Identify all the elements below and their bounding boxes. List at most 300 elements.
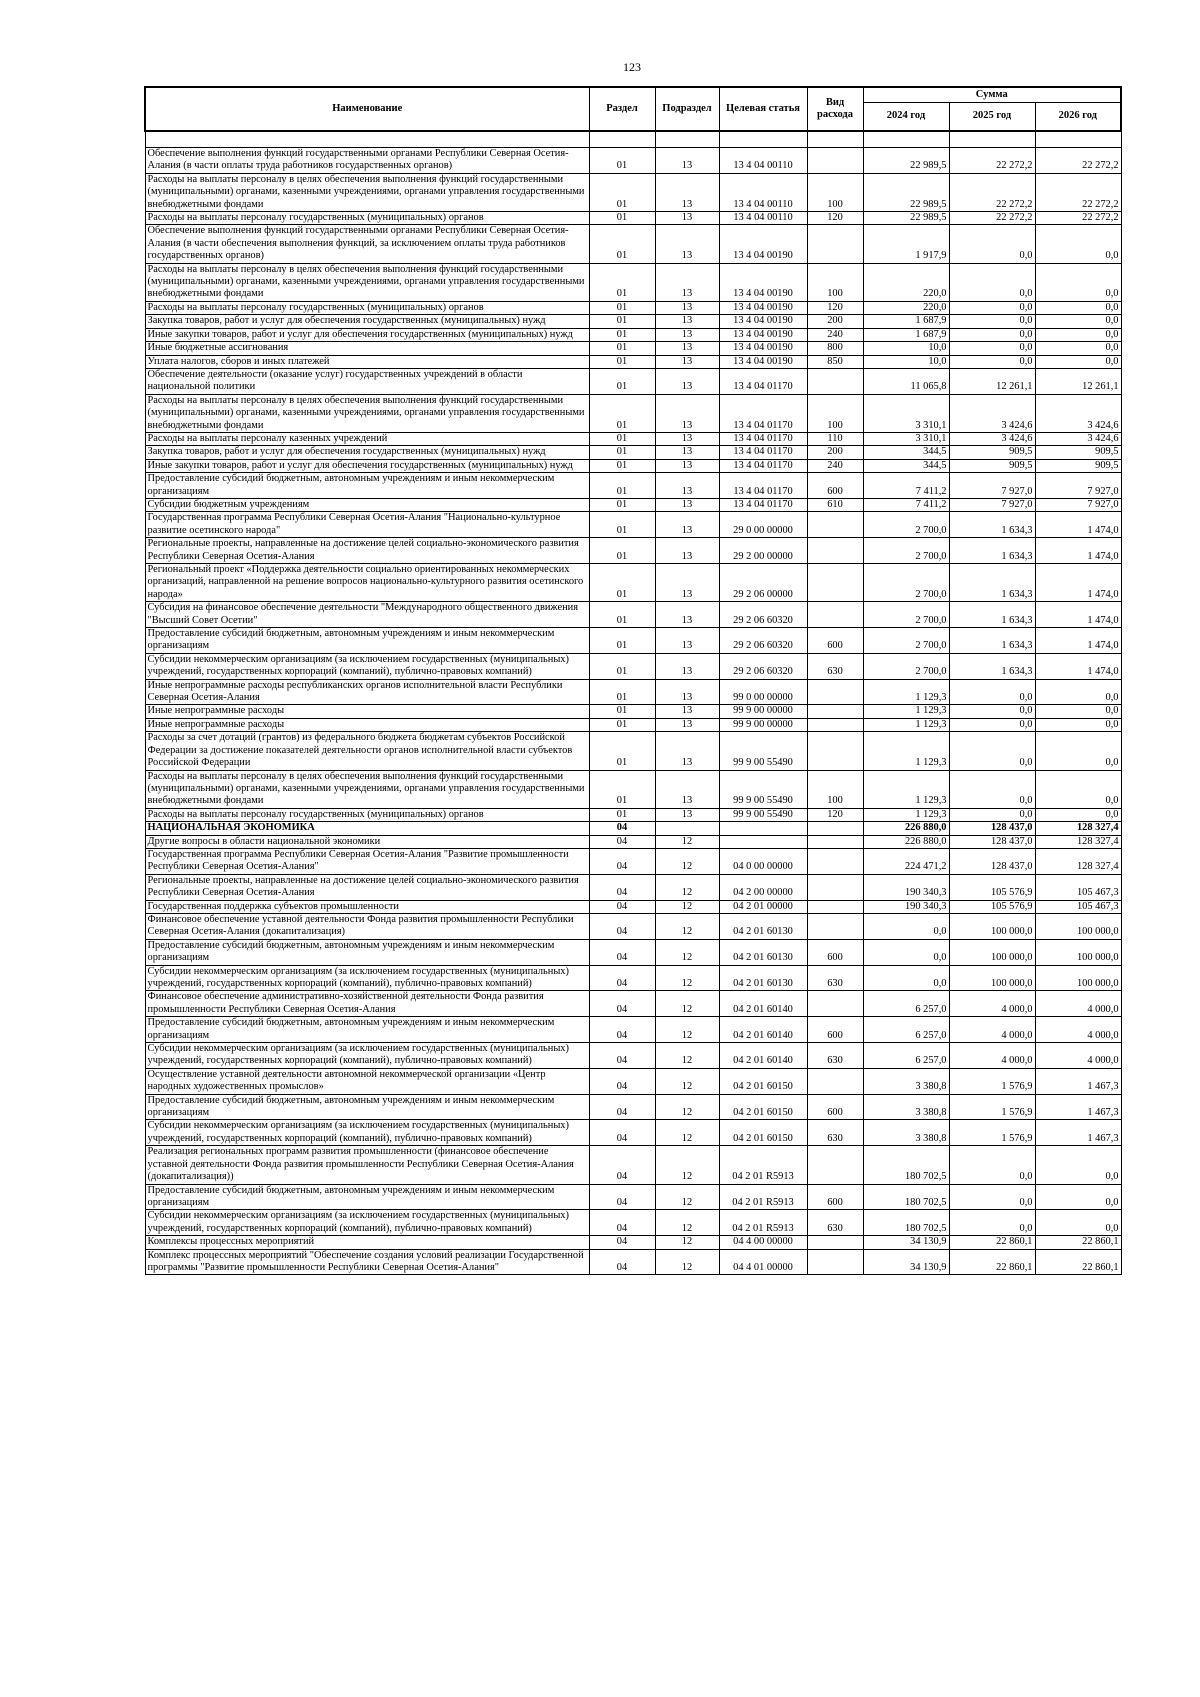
cell-name: Предоставление субсидий бюджетным, автономным учреждениям и иным некоммерческим организациям <box>145 1094 589 1120</box>
cell-name: Комплексы процессных мероприятий <box>145 1236 589 1249</box>
cell-2024: 2 700,0 <box>863 602 949 628</box>
cell-expense-type <box>807 1146 863 1184</box>
cell-target: 13 4 04 01170 <box>719 446 807 459</box>
cell-target: 13 4 04 01170 <box>719 459 807 472</box>
table-row <box>145 498 1121 511</box>
cell-2025: 4 000,0 <box>949 1043 1035 1069</box>
header-name: Наименование <box>145 87 589 131</box>
cell-2026: 0,0 <box>1035 225 1121 263</box>
cell-target: 29 2 06 00000 <box>719 564 807 602</box>
cell-subsection: 13 <box>655 473 719 499</box>
table-row <box>145 1120 1121 1146</box>
cell-section: 01 <box>589 564 655 602</box>
cell-subsection: 12 <box>655 1094 719 1120</box>
header-year-2026: 2026 год <box>1035 103 1121 132</box>
cell-name: Расходы на выплаты персоналу казенных учреждений <box>145 432 589 445</box>
cell-subsection: 12 <box>655 1236 719 1249</box>
cell-2025: 128 437,0 <box>949 848 1035 874</box>
cell-2025: 105 576,9 <box>949 900 1035 913</box>
cell-target: 99 0 00 00000 <box>719 679 807 705</box>
cell-2024: 1 129,3 <box>863 808 949 821</box>
cell-expense-type <box>807 913 863 939</box>
cell-section: 01 <box>589 602 655 628</box>
cell-section: 04 <box>589 939 655 965</box>
header-subsection: Подраздел <box>655 87 719 131</box>
cell-target: 13 4 04 00110 <box>719 212 807 225</box>
cell-target: 29 2 06 60320 <box>719 602 807 628</box>
table-row <box>145 1210 1121 1236</box>
cell-subsection: 13 <box>655 328 719 341</box>
cell-target: 04 2 00 00000 <box>719 874 807 900</box>
cell-section: 01 <box>589 432 655 445</box>
cell-section: 04 <box>589 1017 655 1043</box>
cell-2026: 105 467,3 <box>1035 874 1121 900</box>
cell-name: Субсидии некоммерческим организациям (за исключением государственных (муниципальных) учреждений, государственных корпораций (компаний), публично-правовых компаний) <box>145 1120 589 1146</box>
cell-section: 01 <box>589 342 655 355</box>
cell-2026: 1 474,0 <box>1035 512 1121 538</box>
cell-subsection: 12 <box>655 848 719 874</box>
table-row <box>145 808 1121 821</box>
cell-expense-type: 200 <box>807 446 863 459</box>
cell-name: Субсидии некоммерческим организациям (за исключением государственных (муниципальных) учреждений, государственных корпораций (компаний), публично-правовых компаний) <box>145 653 589 679</box>
cell-expense-type: 600 <box>807 1017 863 1043</box>
cell-target: 04 2 01 60150 <box>719 1120 807 1146</box>
cell-expense-type: 600 <box>807 939 863 965</box>
cell-section: 04 <box>589 822 655 835</box>
cell-section: 04 <box>589 991 655 1017</box>
cell-2025: 12 261,1 <box>949 368 1035 394</box>
cell-2025: 105 576,9 <box>949 874 1035 900</box>
cell-expense-type: 600 <box>807 1184 863 1210</box>
cell-subsection: 13 <box>655 342 719 355</box>
cell-expense-type <box>807 718 863 731</box>
header-year-2024: 2024 год <box>863 103 949 132</box>
cell-2024: 226 880,0 <box>863 822 949 835</box>
cell-section: 01 <box>589 770 655 808</box>
cell-target: 13 4 04 01170 <box>719 498 807 511</box>
cell-name: Иные бюджетные ассигнования <box>145 342 589 355</box>
cell-section: 01 <box>589 355 655 368</box>
cell-2026: 3 424,6 <box>1035 432 1121 445</box>
table-header <box>145 87 1121 131</box>
cell-2024: 7 411,2 <box>863 473 949 499</box>
table-row <box>145 1068 1121 1094</box>
cell-expense-type: 120 <box>807 212 863 225</box>
cell-section: 01 <box>589 718 655 731</box>
cell-2026: 0,0 <box>1035 705 1121 718</box>
cell-2024: 34 130,9 <box>863 1249 949 1275</box>
cell-target: 04 2 01 60130 <box>719 965 807 991</box>
cell-subsection: 13 <box>655 679 719 705</box>
cell-expense-type <box>807 991 863 1017</box>
cell-2026: 22 272,2 <box>1035 148 1121 174</box>
table-row <box>145 1043 1121 1069</box>
table-row <box>145 874 1121 900</box>
cell-section: 01 <box>589 498 655 511</box>
table-row <box>145 328 1121 341</box>
cell-2025: 4 000,0 <box>949 1017 1035 1043</box>
table-row <box>145 212 1121 225</box>
cell-name: Реализация региональных программ развития промышленности (финансовое обеспечение уставной деятельности Фонда развития промышленности Республики Северная Осетия-Алания (докапитализация)) <box>145 1146 589 1184</box>
cell-subsection: 13 <box>655 446 719 459</box>
cell-name: Иные закупки товаров, работ и услуг для обеспечения государственных (муниципальных) нужд <box>145 459 589 472</box>
table-row <box>145 1249 1121 1275</box>
cell-2024: 0,0 <box>863 913 949 939</box>
cell-subsection: 13 <box>655 732 719 770</box>
cell-2024: 220,0 <box>863 263 949 301</box>
cell-subsection: 13 <box>655 718 719 731</box>
cell-2025: 1 634,3 <box>949 512 1035 538</box>
cell-subsection: 13 <box>655 315 719 328</box>
cell-2024: 180 702,5 <box>863 1146 949 1184</box>
cell-2024: 22 989,5 <box>863 173 949 211</box>
cell-target: 04 2 01 R5913 <box>719 1210 807 1236</box>
cell-target: 29 2 06 60320 <box>719 653 807 679</box>
cell-section: 01 <box>589 732 655 770</box>
cell-2025: 909,5 <box>949 446 1035 459</box>
cell-target: 04 2 01 60150 <box>719 1094 807 1120</box>
cell-2024: 11 065,8 <box>863 368 949 394</box>
header-year-2025: 2025 год <box>949 103 1035 132</box>
cell-section: 04 <box>589 900 655 913</box>
cell-expense-type <box>807 822 863 835</box>
table-row <box>145 394 1121 432</box>
cell-2026: 0,0 <box>1035 315 1121 328</box>
cell-name: Субсидии бюджетным учреждениям <box>145 498 589 511</box>
cell-section: 01 <box>589 538 655 564</box>
table-row <box>145 512 1121 538</box>
cell-name: Субсидии некоммерческим организациям (за исключением государственных (муниципальных) учреждений, государственных корпораций (компаний), публично-правовых компаний) <box>145 1210 589 1236</box>
cell-section: 01 <box>589 473 655 499</box>
cell-name: Государственная программа Республики Северная Осетия-Алания "Развитие промышленности Республики Северная Осетия-Алания" <box>145 848 589 874</box>
cell-expense-type <box>807 602 863 628</box>
table-row <box>145 148 1121 174</box>
cell-expense-type <box>807 679 863 705</box>
cell-subsection: 13 <box>655 770 719 808</box>
cell-2025: 0,0 <box>949 355 1035 368</box>
cell-section: 01 <box>589 148 655 174</box>
cell-section: 01 <box>589 173 655 211</box>
cell-expense-type <box>807 1236 863 1249</box>
cell-2026: 0,0 <box>1035 355 1121 368</box>
cell-subsection: 12 <box>655 1043 719 1069</box>
cell-section: 01 <box>589 212 655 225</box>
cell-2025: 22 272,2 <box>949 148 1035 174</box>
cell-2025: 0,0 <box>949 225 1035 263</box>
cell-2024: 180 702,5 <box>863 1210 949 1236</box>
table-row <box>145 173 1121 211</box>
cell-target: 04 2 01 R5913 <box>719 1184 807 1210</box>
cell-subsection: 13 <box>655 705 719 718</box>
cell-target: 13 4 04 01170 <box>719 368 807 394</box>
table-row <box>145 602 1121 628</box>
cell-2025: 22 272,2 <box>949 173 1035 211</box>
cell-2025: 909,5 <box>949 459 1035 472</box>
cell-2026: 0,0 <box>1035 328 1121 341</box>
cell-2025: 0,0 <box>949 1184 1035 1210</box>
table-row <box>145 1017 1121 1043</box>
cell-section: 04 <box>589 1146 655 1184</box>
cell-2024: 1 129,3 <box>863 732 949 770</box>
cell-name: Расходы на выплаты персоналу государственных (муниципальных) органов <box>145 808 589 821</box>
cell-name: Другие вопросы в области национальной экономики <box>145 835 589 848</box>
cell-target: 29 2 06 60320 <box>719 628 807 654</box>
cell-2025: 0,0 <box>949 718 1035 731</box>
header-sum: Сумма <box>863 87 1121 103</box>
cell-subsection: 13 <box>655 602 719 628</box>
cell-2025: 1 634,3 <box>949 564 1035 602</box>
cell-2025: 22 860,1 <box>949 1236 1035 1249</box>
cell-section: 01 <box>589 653 655 679</box>
table-row <box>145 848 1121 874</box>
cell-name: Расходы на выплаты персоналу в целях обеспечения выполнения функций государственными (муниципальными) органами, казенными учреждениями, органами управления государственными внебюджетными фондами <box>145 173 589 211</box>
cell-target: 29 0 00 00000 <box>719 512 807 538</box>
cell-section: 04 <box>589 965 655 991</box>
cell-section: 04 <box>589 1184 655 1210</box>
cell-2025: 128 437,0 <box>949 835 1035 848</box>
table-row <box>145 939 1121 965</box>
cell-2025: 0,0 <box>949 342 1035 355</box>
cell-subsection: 13 <box>655 653 719 679</box>
cell-target: 04 2 01 60140 <box>719 1017 807 1043</box>
cell-name: Региональный проект «Поддержка деятельности социально ориентированных некоммерческих организаций, направленной на решение вопросов национально-культурного развития осетинского народа» <box>145 564 589 602</box>
table-row <box>145 653 1121 679</box>
cell-section: 04 <box>589 1210 655 1236</box>
cell-2024: 3 380,8 <box>863 1120 949 1146</box>
cell-2026: 0,0 <box>1035 1146 1121 1184</box>
cell-expense-type: 200 <box>807 315 863 328</box>
cell-2025: 1 576,9 <box>949 1094 1035 1120</box>
cell-expense-type <box>807 512 863 538</box>
cell-2024: 3 380,8 <box>863 1094 949 1120</box>
cell-2025: 0,0 <box>949 328 1035 341</box>
cell-2026: 1 474,0 <box>1035 538 1121 564</box>
cell-2026: 1 474,0 <box>1035 628 1121 654</box>
cell-subsection: 12 <box>655 1249 719 1275</box>
cell-2025: 0,0 <box>949 301 1035 314</box>
cell-expense-type: 630 <box>807 1120 863 1146</box>
cell-section: 04 <box>589 1094 655 1120</box>
cell-2024: 1 129,3 <box>863 705 949 718</box>
cell-section: 01 <box>589 705 655 718</box>
cell-2024: 10,0 <box>863 342 949 355</box>
cell-target: 99 9 00 55490 <box>719 770 807 808</box>
cell-subsection: 13 <box>655 148 719 174</box>
cell-2024: 1 917,9 <box>863 225 949 263</box>
cell-expense-type: 630 <box>807 1210 863 1236</box>
cell-target: 04 2 01 60130 <box>719 939 807 965</box>
cell-subsection: 13 <box>655 212 719 225</box>
cell-2026: 1 474,0 <box>1035 564 1121 602</box>
cell-2024: 22 989,5 <box>863 148 949 174</box>
cell-name: Иные закупки товаров, работ и услуг для обеспечения государственных (муниципальных) нужд <box>145 328 589 341</box>
cell-2026: 0,0 <box>1035 263 1121 301</box>
table-row <box>145 913 1121 939</box>
cell-name: Государственная поддержка субъектов промышленности <box>145 900 589 913</box>
cell-2025: 4 000,0 <box>949 991 1035 1017</box>
cell-target <box>719 822 807 835</box>
cell-target: 13 4 04 01170 <box>719 473 807 499</box>
cell-target <box>719 835 807 848</box>
cell-2025: 100 000,0 <box>949 965 1035 991</box>
cell-name: Расходы на выплаты персоналу в целях обеспечения выполнения функций государственными (муниципальными) органами, казенными учреждениями, органами управления государственными внебюджетными фондами <box>145 263 589 301</box>
cell-2025: 1 634,3 <box>949 538 1035 564</box>
table-row <box>145 628 1121 654</box>
cell-target: 13 4 04 01170 <box>719 432 807 445</box>
table-row <box>145 564 1121 602</box>
cell-name: Субсидии некоммерческим организациям (за исключением государственных (муниципальных) учреждений, государственных корпораций (компаний), публично-правовых компаний) <box>145 1043 589 1069</box>
cell-expense-type <box>807 835 863 848</box>
cell-2026: 22 860,1 <box>1035 1236 1121 1249</box>
cell-name: Финансовое обеспечение административно-хозяйственной деятельности Фонда развития промышленности Республики Северная Осетия-Алания <box>145 991 589 1017</box>
cell-subsection: 13 <box>655 225 719 263</box>
cell-2025: 7 927,0 <box>949 498 1035 511</box>
cell-name: Обеспечение выполнения функций государственными органами Республики Северная Осетия-Алания (в части обеспечения выполнения функций, за исключением оплаты труда работников государственных органов) <box>145 225 589 263</box>
cell-target: 04 2 01 R5913 <box>719 1146 807 1184</box>
table-row <box>145 1094 1121 1120</box>
table-row <box>145 342 1121 355</box>
cell-expense-type: 240 <box>807 459 863 472</box>
table-row <box>145 446 1121 459</box>
cell-subsection: 12 <box>655 965 719 991</box>
cell-section: 01 <box>589 628 655 654</box>
table-row <box>145 459 1121 472</box>
cell-2026: 100 000,0 <box>1035 913 1121 939</box>
cell-subsection: 13 <box>655 498 719 511</box>
cell-name: Иные непрограммные расходы республиканских органов исполнительной власти Республики Северная Осетия-Алания <box>145 679 589 705</box>
cell-target: 13 4 04 00110 <box>719 173 807 211</box>
cell-target: 13 4 04 01170 <box>719 394 807 432</box>
cell-section: 01 <box>589 225 655 263</box>
cell-subsection: 12 <box>655 939 719 965</box>
cell-2026: 22 860,1 <box>1035 1249 1121 1275</box>
cell-section: 01 <box>589 301 655 314</box>
cell-subsection: 12 <box>655 913 719 939</box>
cell-name: Иные непрограммные расходы <box>145 718 589 731</box>
cell-expense-type <box>807 732 863 770</box>
cell-section: 01 <box>589 808 655 821</box>
cell-2024: 2 700,0 <box>863 538 949 564</box>
cell-2025: 1 576,9 <box>949 1120 1035 1146</box>
cell-2026: 100 000,0 <box>1035 939 1121 965</box>
cell-2026: 0,0 <box>1035 301 1121 314</box>
cell-expense-type <box>807 538 863 564</box>
cell-subsection: 13 <box>655 355 719 368</box>
cell-2026: 22 272,2 <box>1035 173 1121 211</box>
cell-target: 04 2 01 00000 <box>719 900 807 913</box>
cell-2026: 4 000,0 <box>1035 1017 1121 1043</box>
cell-target: 29 2 00 00000 <box>719 538 807 564</box>
cell-subsection: 13 <box>655 538 719 564</box>
cell-2025: 1 634,3 <box>949 653 1035 679</box>
cell-expense-type: 850 <box>807 355 863 368</box>
cell-subsection: 12 <box>655 874 719 900</box>
table-row <box>145 822 1121 835</box>
cell-2024: 3 380,8 <box>863 1068 949 1094</box>
cell-2026: 0,0 <box>1035 342 1121 355</box>
cell-name: Региональные проекты, направленные на достижение целей социально-экономического развития Республики Северная Осетия-Алания <box>145 874 589 900</box>
cell-2024: 1 129,3 <box>863 770 949 808</box>
cell-section: 04 <box>589 1249 655 1275</box>
cell-target: 04 4 00 00000 <box>719 1236 807 1249</box>
cell-2025: 0,0 <box>949 679 1035 705</box>
cell-2024: 34 130,9 <box>863 1236 949 1249</box>
cell-2024: 7 411,2 <box>863 498 949 511</box>
cell-expense-type: 600 <box>807 628 863 654</box>
table-row <box>145 432 1121 445</box>
header-section: Раздел <box>589 87 655 131</box>
cell-2025: 1 576,9 <box>949 1068 1035 1094</box>
cell-name: Закупка товаров, работ и услуг для обеспечения государственных (муниципальных) нужд <box>145 315 589 328</box>
cell-2024: 1 687,9 <box>863 315 949 328</box>
cell-2025: 0,0 <box>949 263 1035 301</box>
cell-target: 04 0 00 00000 <box>719 848 807 874</box>
cell-subsection: 13 <box>655 394 719 432</box>
cell-target: 99 9 00 00000 <box>719 718 807 731</box>
cell-expense-type <box>807 900 863 913</box>
cell-2024: 10,0 <box>863 355 949 368</box>
cell-target: 13 4 04 00190 <box>719 301 807 314</box>
cell-name: Комплекс процессных мероприятий "Обеспечение создания условий реализации Государственной программы "Развитие промышленности Республики Северная Осетия-Алания" <box>145 1249 589 1275</box>
cell-2025: 0,0 <box>949 1210 1035 1236</box>
cell-2026: 0,0 <box>1035 1210 1121 1236</box>
cell-section: 01 <box>589 679 655 705</box>
cell-target: 04 2 01 60130 <box>719 913 807 939</box>
cell-2026: 0,0 <box>1035 718 1121 731</box>
cell-2025: 0,0 <box>949 732 1035 770</box>
spacer-row <box>145 131 1121 148</box>
cell-target: 99 9 00 55490 <box>719 732 807 770</box>
cell-name: Расходы на выплаты персоналу государственных (муниципальных) органов <box>145 212 589 225</box>
cell-2026: 22 272,2 <box>1035 212 1121 225</box>
cell-2025: 0,0 <box>949 1146 1035 1184</box>
cell-name: Иные непрограммные расходы <box>145 705 589 718</box>
cell-2026: 909,5 <box>1035 459 1121 472</box>
cell-name: Осуществление уставной деятельности автономной некоммерческой организации «Центр народных художественных промыслов» <box>145 1068 589 1094</box>
cell-expense-type <box>807 564 863 602</box>
cell-subsection: 13 <box>655 368 719 394</box>
cell-2026: 128 327,4 <box>1035 848 1121 874</box>
table-row <box>145 718 1121 731</box>
cell-2026: 3 424,6 <box>1035 394 1121 432</box>
cell-subsection: 12 <box>655 1210 719 1236</box>
cell-name: Расходы за счет дотаций (грантов) из федерального бюджета бюджетам субъектов Российской Федерации за достижение показателей деятельности органов исполнительной власти субъектов Российской Федерации <box>145 732 589 770</box>
table-row <box>145 965 1121 991</box>
cell-expense-type: 100 <box>807 770 863 808</box>
cell-target: 13 4 04 00190 <box>719 328 807 341</box>
cell-section: 04 <box>589 1068 655 1094</box>
cell-name: Обеспечение выполнения функций государственными органами Республики Северная Осетия-Алания (в части оплаты труда работников государственных органов) <box>145 148 589 174</box>
cell-expense-type: 120 <box>807 808 863 821</box>
table-body <box>145 131 1121 1275</box>
cell-section: 01 <box>589 315 655 328</box>
cell-expense-type <box>807 1249 863 1275</box>
cell-subsection: 13 <box>655 459 719 472</box>
budget-table <box>144 86 1122 1275</box>
cell-expense-type: 800 <box>807 342 863 355</box>
cell-section: 04 <box>589 848 655 874</box>
cell-subsection: 12 <box>655 1017 719 1043</box>
cell-2025: 0,0 <box>949 705 1035 718</box>
cell-expense-type: 100 <box>807 173 863 211</box>
table-row <box>145 732 1121 770</box>
cell-2026: 0,0 <box>1035 679 1121 705</box>
cell-section: 01 <box>589 328 655 341</box>
cell-expense-type <box>807 848 863 874</box>
cell-name: Финансовое обеспечение уставной деятельности Фонда развития промышленности Республики Северная Осетия-Алания (докапитализация) <box>145 913 589 939</box>
cell-target: 99 9 00 00000 <box>719 705 807 718</box>
cell-expense-type: 630 <box>807 653 863 679</box>
